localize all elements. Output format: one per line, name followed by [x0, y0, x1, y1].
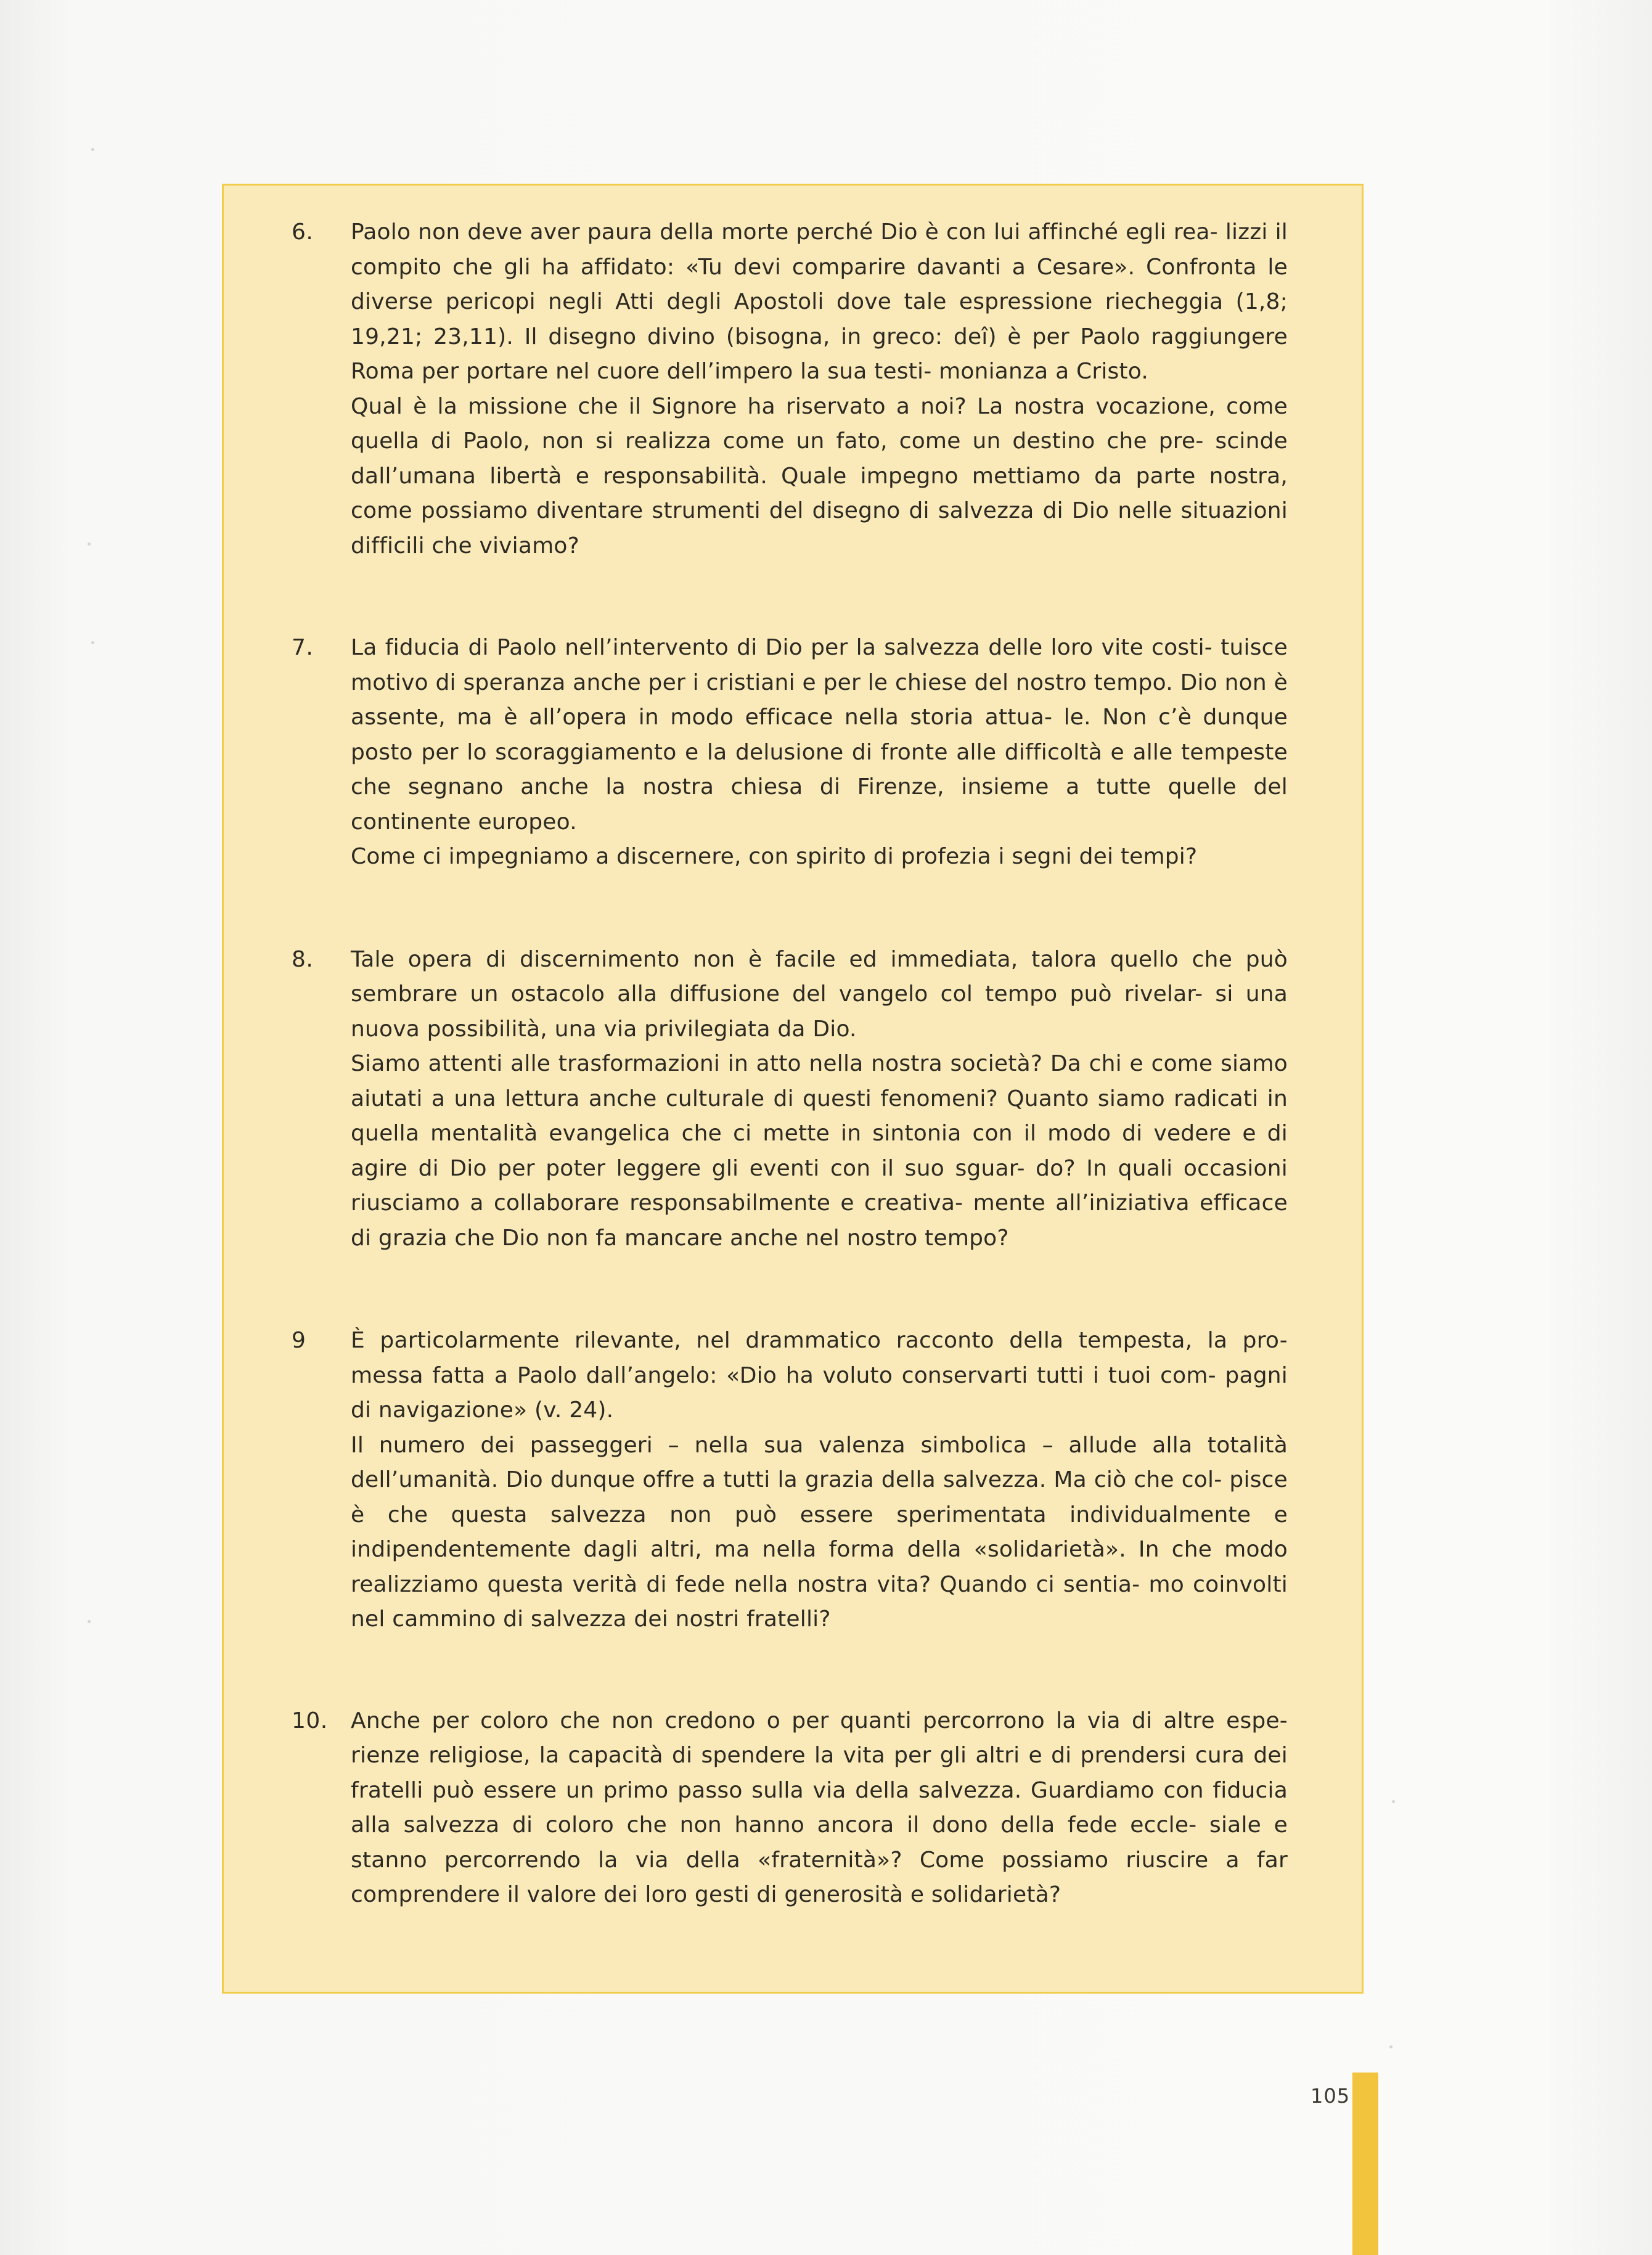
page-edge-tab — [1352, 2073, 1378, 2255]
paragraph: Come ci impegniamo a discernere, con spirito di profezia i segni dei tempi? — [351, 844, 1198, 869]
paragraph: Siamo attenti alle trasformazioni in atto nella nostra società? Da chi e come siamo aiutati a una lettura anche culturale di questi fenomeni? Quanto siamo radicati in quella mentalità evangelica che ci mette in sintonia con il modo di vedere e di agire di Dio per poter leggere gli eventi con il suo sguar- do? In quali occasioni riusciamo a collaborare responsabilmente e creativa- mente all’iniziativa efficace di grazia che Dio non fa mancare anche nel nostro tempo? — [351, 1051, 1288, 1251]
item-number: 8. — [292, 946, 314, 972]
item-text — [351, 1704, 1288, 1913]
speck — [91, 641, 94, 644]
reflection-item-10 — [292, 1704, 1288, 1913]
paragraph: È particolarmente rilevante, nel drammatico racconto della tempesta, la pro- messa fatta a Paolo dall’angelo: «Dio ha voluto conservarti tutti i tuoi com- pagni di navigazione» (v. 24). — [351, 1328, 1288, 1423]
speck — [91, 148, 94, 151]
item-text — [351, 215, 1288, 563]
paragraph: La fiducia di Paolo nell’intervento di Dio per la salvezza delle loro vite costi- tuisce motivo di speranza anche per i cristiani e per le chiese del nostro tempo. Dio non è assente, ma è all’opera in modo efficace nella storia attua- le. Non c’è dunque posto per lo scoraggiamento e la delusione di fronte alle difficoltà e alle tempeste che segnano anche la nostra chiesa di Firenze, insieme a tutte quelle del continente europeo. — [351, 635, 1288, 835]
item-number: 7. — [292, 635, 314, 660]
item-number: 9 — [292, 1328, 306, 1353]
paragraph: Il numero dei passeggeri – nella sua valenza simbolica – allude alla totalità dell’umanità. Dio dunque offre a tutti la grazia della salvezza. Ma ciò che col- pisce è che questa salvezza non può essere sperimentata individualmente e indipendentemente dagli altri, ma nella forma della «solidarietà». In che modo realizziamo questa verità di fede nella nostra vita? Quando ci sentia- mo coinvolti nel cammino di salvezza dei nostri fratelli? — [351, 1432, 1288, 1632]
speck — [88, 1620, 91, 1623]
item-text — [351, 1324, 1288, 1637]
speck — [88, 542, 91, 546]
page-number: 105 — [1311, 2084, 1351, 2108]
speck — [1389, 2045, 1392, 2048]
speck — [1392, 1800, 1395, 1803]
paragraph: Tale opera di discernimento non è facile ed immediata, talora quello che può sembrare un ostacolo alla diffusione del vangelo col tempo può rivelar- si una nuova possibilità, una via privilegiata da Dio. — [351, 946, 1288, 1042]
reflection-item-6 — [292, 215, 1288, 563]
paragraph: Paolo non deve aver paura della morte perché Dio è con lui affinché egli rea- lizzi il compito che gli ha affidato: «Tu devi comparire davanti a Cesare». Confronta le diverse pericopi negli Atti degli Apostoli dove tale espressione riecheggia (1,8; 19,21; 23,11). Il disegno divino (bisogna, in greco: deî) è per Paolo raggiungere Roma per portare nel cuore dell’impero la sua testi- monianza a Cristo. — [351, 219, 1288, 384]
reflection-item-9 — [292, 1324, 1288, 1637]
paragraph: Anche per coloro che non credono o per quanti percorrono la via di altre espe- rienze religiose, la capacità di spendere la vita per gli altri e di prendersi cura dei fratelli può essere un primo passo sulla via della salvezza. Guardiamo con fiducia alla salvezza di coloro che non hanno ancora il dono della fede eccle- siale e stanno percorrendo la via della «fraternità»? Come possiamo riuscire a far comprendere il valore dei loro gesti di generosità e solidarietà? — [351, 1708, 1288, 1907]
reflection-item-7 — [292, 631, 1288, 875]
item-text — [351, 943, 1288, 1256]
paragraph: Qual è la missione che il Signore ha riservato a noi? La nostra vocazione, come quella di Paolo, non si realizza come un fato, come un destino che pre- scinde dall’umana libertà e responsabilità. Quale impegno mettiamo da parte nostra, come possiamo diventare strumenti del disegno di salvezza di Dio nelle situazioni difficili che viviamo? — [351, 393, 1288, 559]
item-text — [351, 631, 1288, 875]
item-number: 10. — [292, 1708, 328, 1733]
item-number: 6. — [292, 219, 314, 245]
reflection-item-8 — [292, 943, 1288, 1256]
reflection-box — [222, 184, 1364, 1994]
